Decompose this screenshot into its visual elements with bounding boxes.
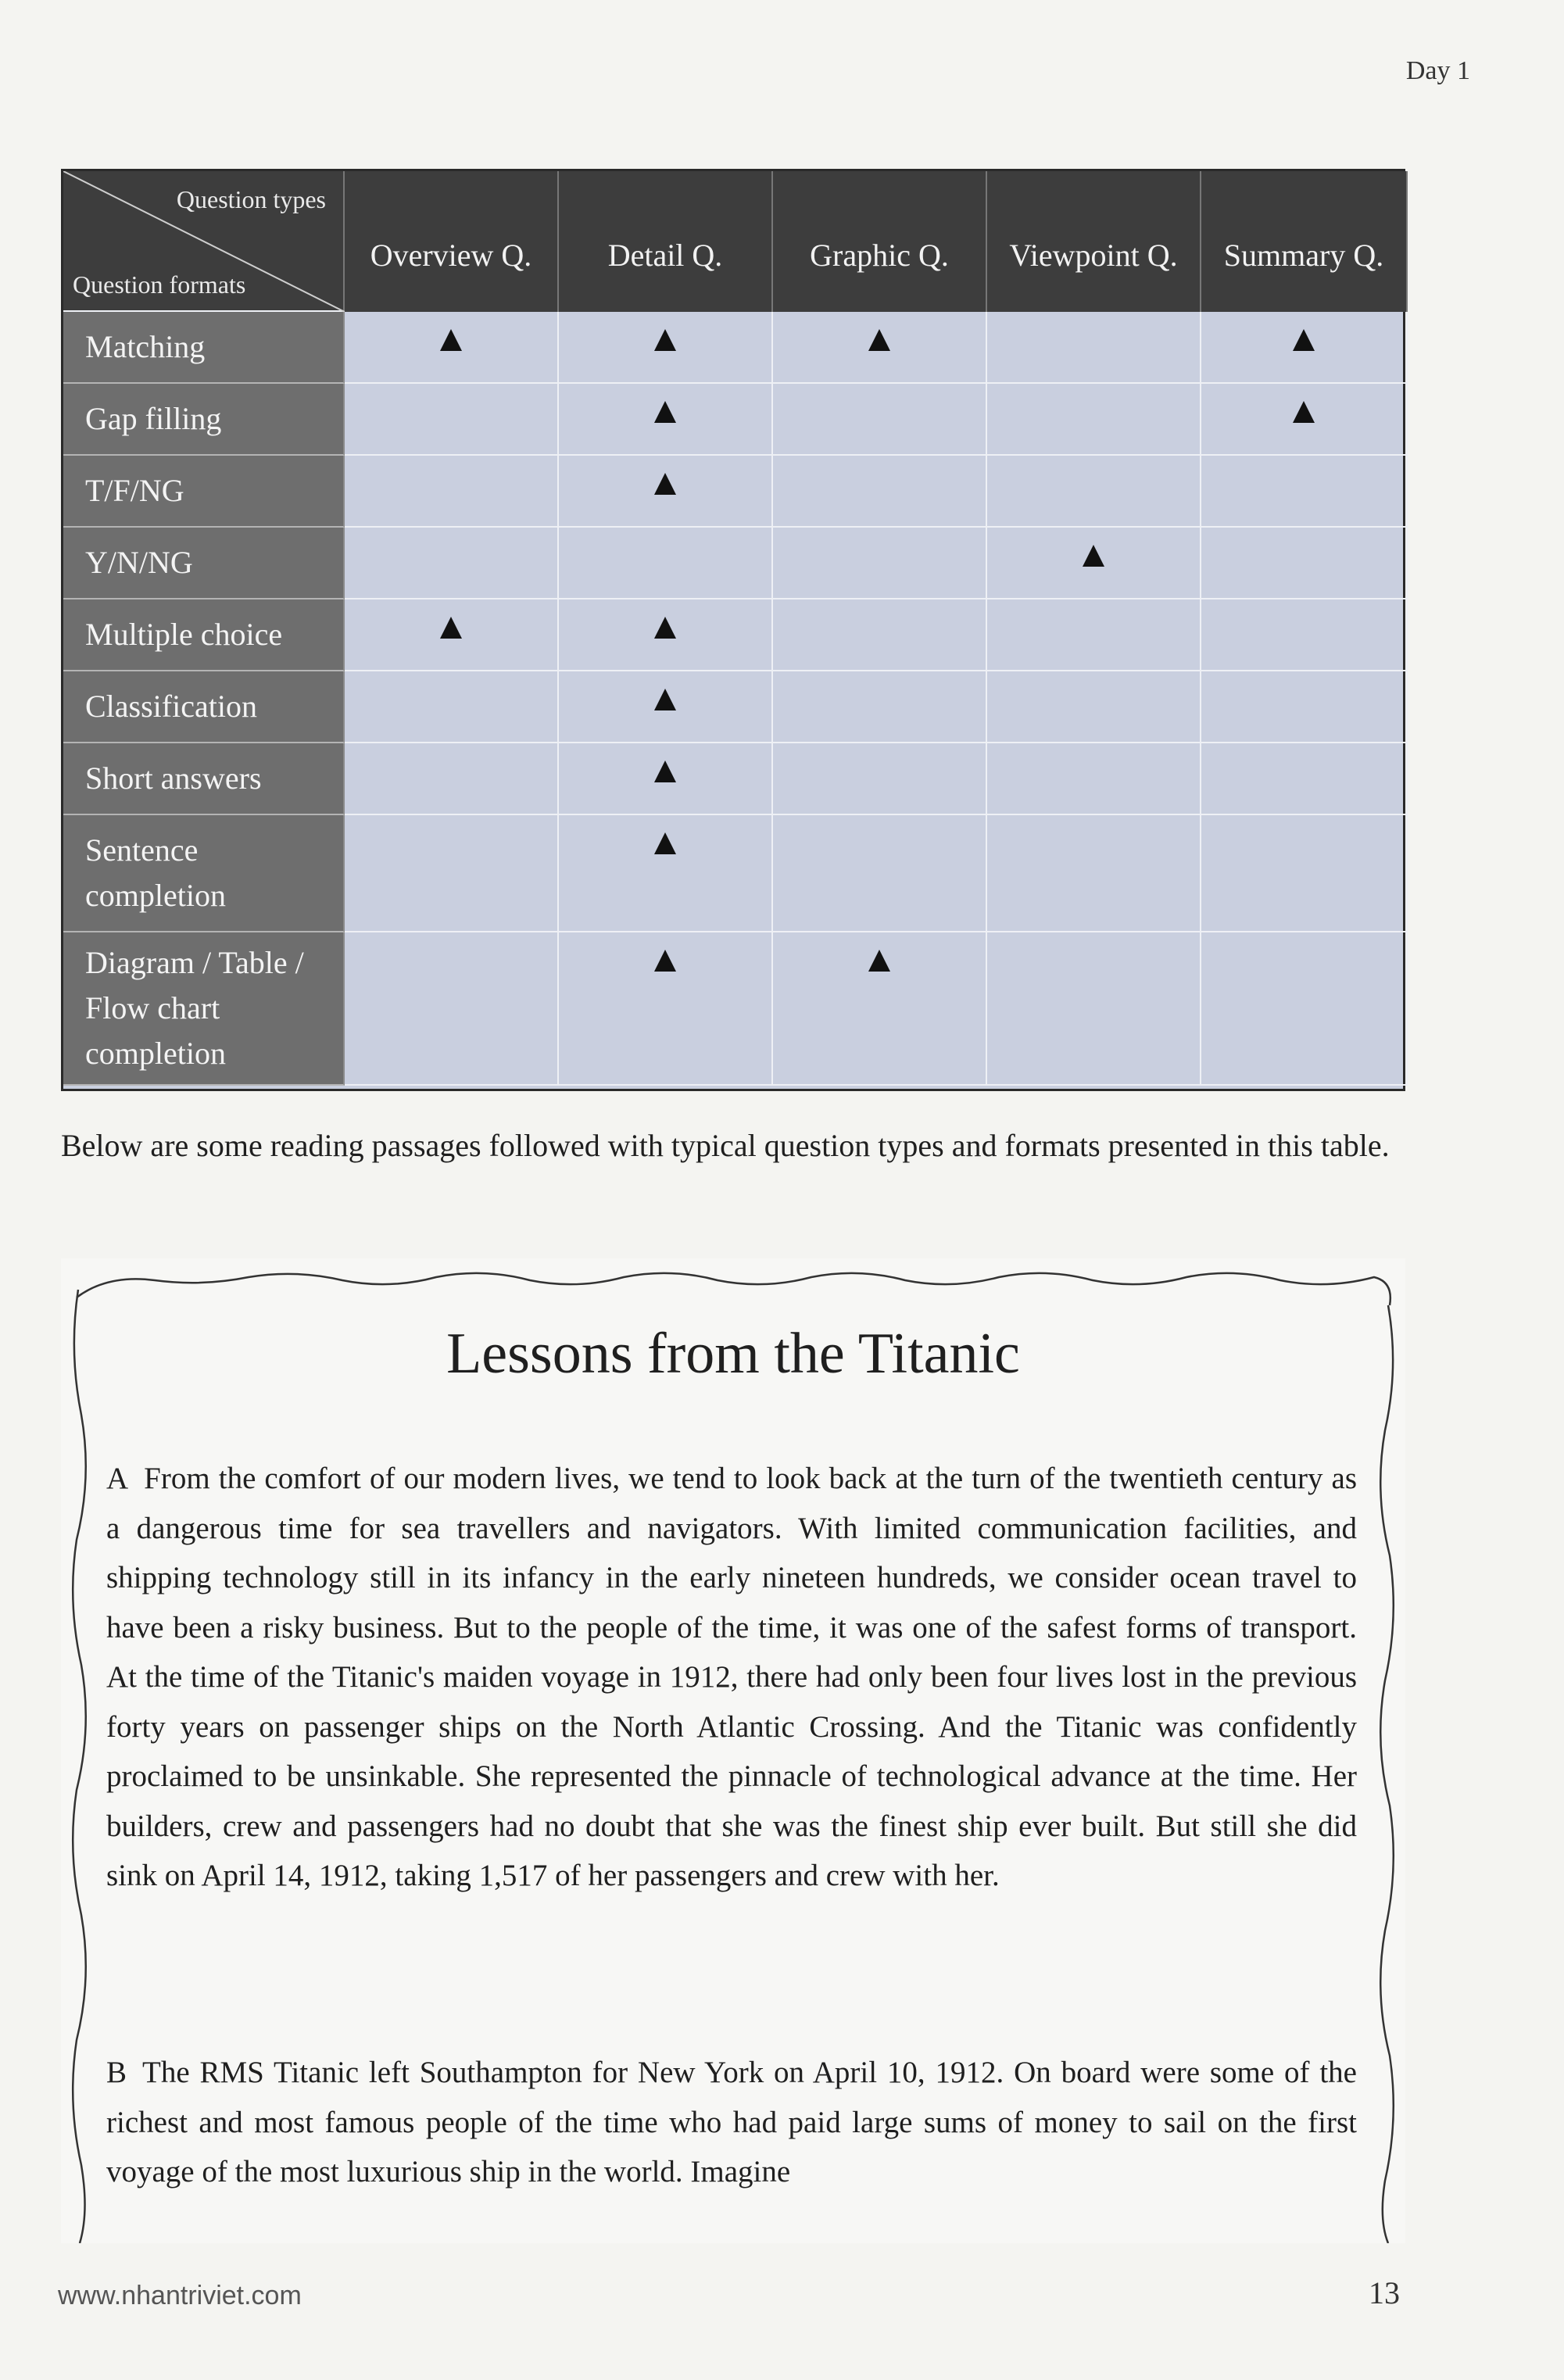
table-cell — [987, 528, 1201, 599]
table-cell — [559, 528, 773, 599]
table-cell — [559, 932, 773, 1086]
corner-question-types: Question types — [176, 185, 326, 213]
table-cell — [773, 743, 987, 815]
column-header: Summary Q. — [1201, 171, 1408, 312]
table-cell — [1201, 815, 1408, 932]
paragraph-b — [106, 2048, 1357, 2197]
triangle-mark-icon — [440, 617, 462, 639]
row-label: Diagram / Table / Flow chart completion — [63, 932, 345, 1086]
paragraph-text: From the comfort of our modern lives, we tend to look back at the turn of the twentieth century as a dangerous time for sea travellers and navigators. With limited communication facilities, and shipping technology still in its infancy in the early nineteen hundreds, we consider ocean travel to have been a risky business. But to the people of the time, it was one of the safest forms of transport. At the time of the Titanic's maiden voyage in 1912, there had only been four lives lost in the previous forty years on passenger ships on the North Atlantic Crossing. And the Titanic was confidently proclaimed to be unsinkable. She represented the pinnacle of technological advance at the time. Her builders, crew and passengers had no doubt that she was the finest ship ever built. But still she did sink on April 14, 1912, taking 1,517 of her passengers and crew with her. — [106, 1462, 1357, 1892]
table-cell — [345, 671, 559, 743]
table-cell — [773, 456, 987, 528]
paragraph-text: The RMS Titanic left Southampton for New York on April 10, 1912. On board were some of the richest and most famous people of the time who had paid large sums of money to sail on the first voyage of the most luxurious ship in the world. Imagine — [106, 2056, 1357, 2189]
triangle-mark-icon — [1293, 401, 1315, 423]
table-cell — [1201, 456, 1408, 528]
paragraph-letter: B — [106, 2056, 127, 2089]
triangle-mark-icon — [654, 950, 676, 972]
triangle-mark-icon — [654, 329, 676, 351]
triangle-mark-icon — [1083, 545, 1104, 567]
intro-paragraph: Below are some reading passages followed with typical question types and formats presented in this table. — [61, 1128, 1390, 1163]
table-cell — [987, 932, 1201, 1086]
table-cell — [345, 312, 559, 384]
triangle-mark-icon — [654, 761, 676, 782]
column-header: Detail Q. — [559, 171, 773, 312]
triangle-mark-icon — [654, 689, 676, 710]
table-cell — [1201, 932, 1408, 1086]
table-cell — [1201, 671, 1408, 743]
triangle-mark-icon — [868, 950, 890, 972]
triangle-mark-icon — [1293, 329, 1315, 351]
table-cell — [345, 456, 559, 528]
table-cell — [987, 456, 1201, 528]
triangle-mark-icon — [440, 329, 462, 351]
table-cell — [773, 671, 987, 743]
day-header: Day 1 — [1405, 56, 1470, 85]
table-cell — [345, 384, 559, 456]
table-cell — [345, 599, 559, 671]
row-label: Matching — [63, 312, 345, 384]
table-cell — [1201, 312, 1408, 384]
table-cell — [345, 743, 559, 815]
table-cell — [559, 743, 773, 815]
table-cell — [559, 384, 773, 456]
table-cell — [559, 312, 773, 384]
row-label: Short answers — [63, 743, 345, 815]
question-types-table — [61, 169, 1405, 1091]
table-cell — [345, 528, 559, 599]
triangle-mark-icon — [654, 617, 676, 639]
passage-box — [61, 1258, 1405, 2243]
table-cell — [987, 743, 1201, 815]
triangle-mark-icon — [654, 473, 676, 495]
corner-question-formats: Question formats — [73, 270, 246, 299]
column-header: Viewpoint Q. — [987, 171, 1201, 312]
table-cell — [773, 815, 987, 932]
page-number: 13 — [1369, 2275, 1400, 2310]
row-label: Gap filling — [63, 384, 345, 456]
table-cell — [987, 312, 1201, 384]
table-cell — [1201, 743, 1408, 815]
table-cell — [1201, 384, 1408, 456]
paragraph-letter: A — [106, 1462, 129, 1495]
table-cell — [345, 932, 559, 1086]
row-label: Y/N/NG — [63, 528, 345, 599]
table-cell — [345, 815, 559, 932]
row-label: Sentence completion — [63, 815, 345, 932]
column-header: Graphic Q. — [773, 171, 987, 312]
table-cell — [773, 932, 987, 1086]
table-cell — [987, 599, 1201, 671]
paragraph-a — [106, 1454, 1357, 1901]
row-label: Multiple choice — [63, 599, 345, 671]
footer-url: www.nhantriviet.com — [58, 2281, 302, 2310]
table-cell — [987, 815, 1201, 932]
row-label: Classification — [63, 671, 345, 743]
table-cell — [987, 671, 1201, 743]
table-cell — [559, 599, 773, 671]
table-cell — [773, 312, 987, 384]
passage-title: Lessons from the Titanic — [446, 1322, 1020, 1386]
table-cell — [559, 815, 773, 932]
table-cell — [1201, 528, 1408, 599]
column-header: Overview Q. — [345, 171, 559, 312]
table-cell — [773, 528, 987, 599]
table-cell — [773, 599, 987, 671]
table-cell — [773, 384, 987, 456]
table-cell — [559, 456, 773, 528]
row-label: T/F/NG — [63, 456, 345, 528]
triangle-mark-icon — [654, 832, 676, 854]
triangle-mark-icon — [868, 329, 890, 351]
table-cell — [987, 384, 1201, 456]
table-corner-header — [63, 171, 345, 312]
table-cell — [1201, 599, 1408, 671]
triangle-mark-icon — [654, 401, 676, 423]
table-cell — [559, 671, 773, 743]
